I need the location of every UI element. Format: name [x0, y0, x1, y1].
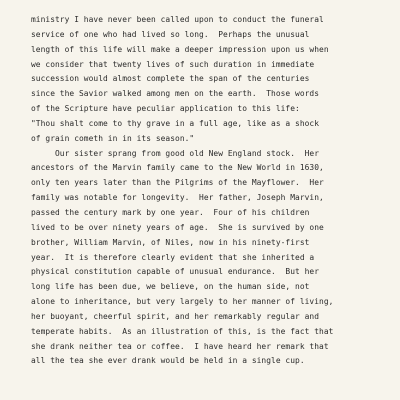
text-line: "Thou shalt come to thy grave in a full age, like as a shock: [31, 118, 320, 128]
text-line: physical constitution capable of unusual endurance. But her: [31, 267, 320, 277]
text-line: service of one who had lived so long. Perhaps the unusual: [31, 29, 310, 39]
text-line: since the Savior walked among men on the earth. Those words: [31, 89, 320, 99]
text-line: alone to inheritance, but very largely to her manner of living,: [31, 297, 334, 307]
text-line: her buoyant, cheerful spirit, and her remarkably regular and: [31, 311, 320, 321]
text-line: she drank neither tea or coffee. I have heard her remark that: [31, 341, 329, 351]
text-line: family was notable for longevity. Her father, Joseph Marvin,: [31, 193, 324, 203]
text-line: only ten years later than the Pilgrims of the Mayflower. Her: [31, 178, 324, 188]
text-line: lived to be over ninety years of age. She is survived by one: [31, 222, 324, 232]
text-line: temperate habits. As an illustration of this, is the fact that: [31, 326, 334, 336]
typewritten-text: [31, 13, 391, 369]
text-line: brother, William Marvin, of Niles, now in his ninety-first: [31, 237, 310, 247]
text-line: all the tea she ever drank would be held in a single cup.: [31, 356, 305, 366]
text-line: of grain cometh in in its season.": [31, 133, 195, 143]
text-line: length of this life will make a deeper impression upon us when: [31, 44, 329, 54]
text-line: we consider that twenty lives of such duration in immediate: [31, 59, 315, 69]
text-line: year. It is therefore clearly evident that she inherited a: [31, 252, 315, 262]
text-line: ministry I have never been called upon to conduct the funeral: [31, 15, 324, 24]
text-line: of the Scripture have peculiar application to this life:: [31, 104, 300, 114]
paragraph-start-line: Our sister sprang from good old New England stock. Her: [31, 148, 320, 158]
text-line: ancestors of the Marvin family came to the New World in 1630,: [31, 163, 324, 173]
text-line: passed the century mark by one year. Four of his children: [31, 207, 310, 217]
text-line: succession would almost complete the span of the centuries: [31, 74, 310, 84]
text-line: long life has been due, we believe, on the human side, not: [31, 282, 310, 292]
